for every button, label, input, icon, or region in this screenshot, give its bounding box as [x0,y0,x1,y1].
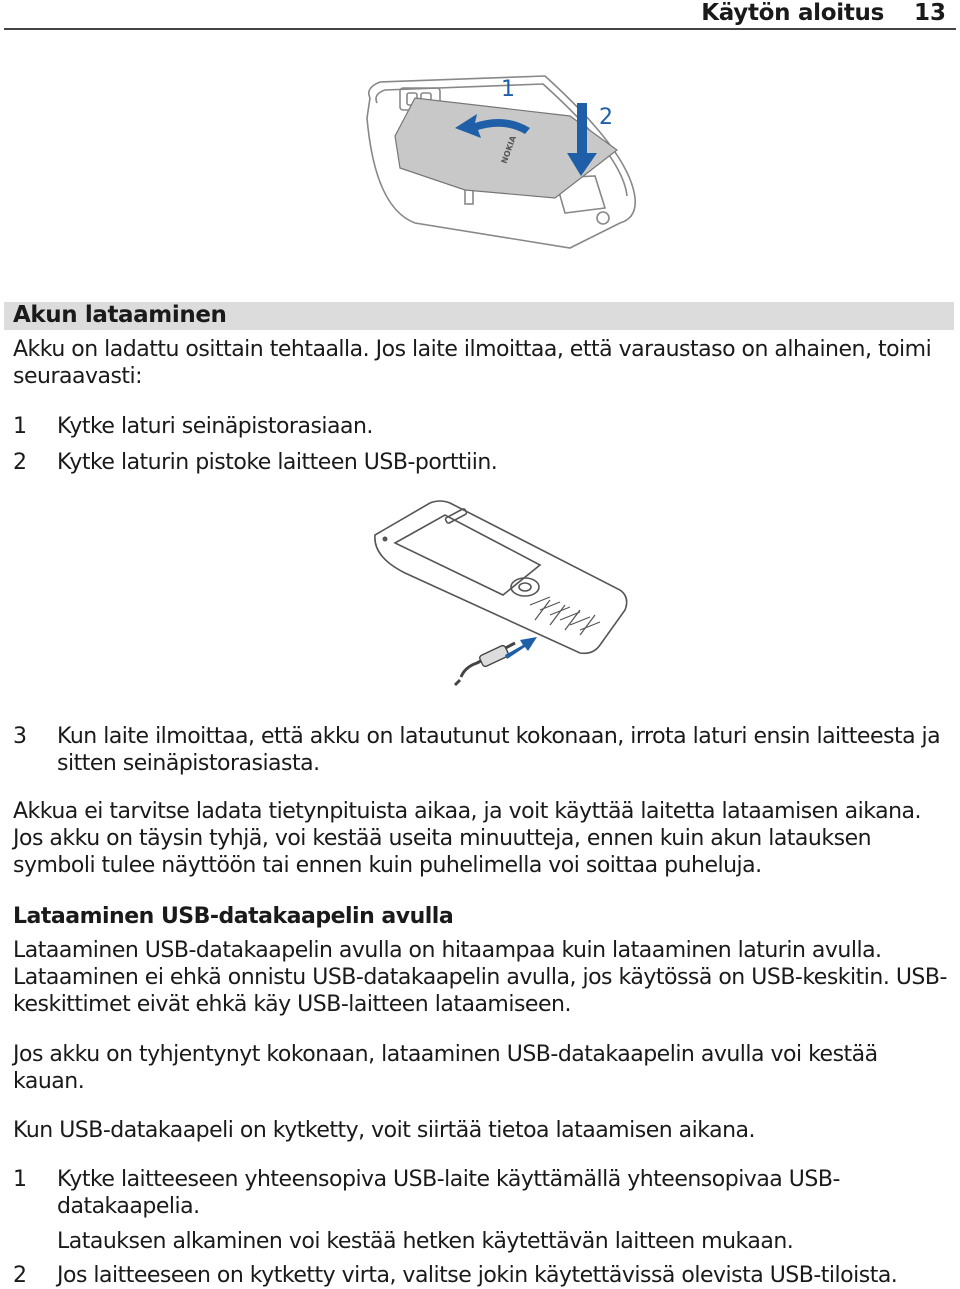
nokia-logo: NOKIA [499,134,519,165]
list-number: 3 [13,724,27,749]
list-number: 1 [13,1167,27,1192]
battery-cover-illustration [355,58,640,253]
step-2-label: 2 [599,105,613,130]
list-number: 2 [13,450,27,475]
phone-usb-illustration [365,495,630,690]
list-text: Kytke laitteeseen yhteensopiva USB-laite käyttämällä yhteensopivaa USB-datakaapelia. [57,1167,840,1219]
chapter-title: Käytön aloitus [701,0,884,26]
list-text: Kun laite ilmoittaa, että akku on latautunut kokonaan, irrota laturi ensin laitteesta ja sitten seinäpistorasiasta. [57,724,941,776]
note-paragraph: Akkua ei tarvitse ladata tietynpituista aikaa, ja voit käyttää laitetta lataamisen aikana. Jos akku on täysin tyhjä, voi kestää useita minuutteja, ennen kuin akun latauksen symboli tulee näyttöön tai ennen kuin puhelimella voi soittaa puheluja. [13,799,921,878]
list-subtext: Latauksen alkaminen voi kestää hetken käytettävän laitteen mukaan. [57,1229,794,1254]
page-number: 13 [913,0,946,26]
step-1-label: 1 [501,77,515,102]
page-header [0,0,960,30]
intro-paragraph: Akku on ladattu osittain tehtaalla. Jos laite ilmoittaa, että varaustaso on alhainen, toimi seuraavasti: [13,337,932,389]
section-title: Akun lataaminen [13,302,227,328]
list-number: 2 [13,1263,27,1288]
list-text: Kytke laturin pistoke laitteen USB-porttiin. [57,450,498,475]
usb-paragraph-3: Kun USB-datakaapeli on kytketty, voit siirtää tietoa lataamisen aikana. [13,1118,756,1143]
usb-paragraph-2: Jos akku on tyhjentynyt kokonaan, lataaminen USB-datakaapelin avulla voi kestää kauan. [13,1042,878,1094]
subsection-title: Lataaminen USB-datakaapelin avulla [13,904,454,929]
section-heading-bar [4,302,954,330]
list-number: 1 [13,414,27,439]
list-text: Jos laitteeseen on kytketty virta, valitse jokin käytettävissä olevista USB-tiloista. [57,1263,898,1288]
list-text: Kytke laturi seinäpistorasiaan. [57,414,373,439]
usb-paragraph-1: Lataaminen USB-datakaapelin avulla on hitaampaa kuin lataaminen laturin avulla. Lataaminen ei ehkä onnistu USB-datakaapelin avulla, jos käytössä on USB-keskitin. USB-keskittimet eivät ehkä käy USB-laitteen lataamiseen. [13,938,947,1017]
arrow-connect-icon [505,637,537,659]
header-rule [4,28,956,30]
